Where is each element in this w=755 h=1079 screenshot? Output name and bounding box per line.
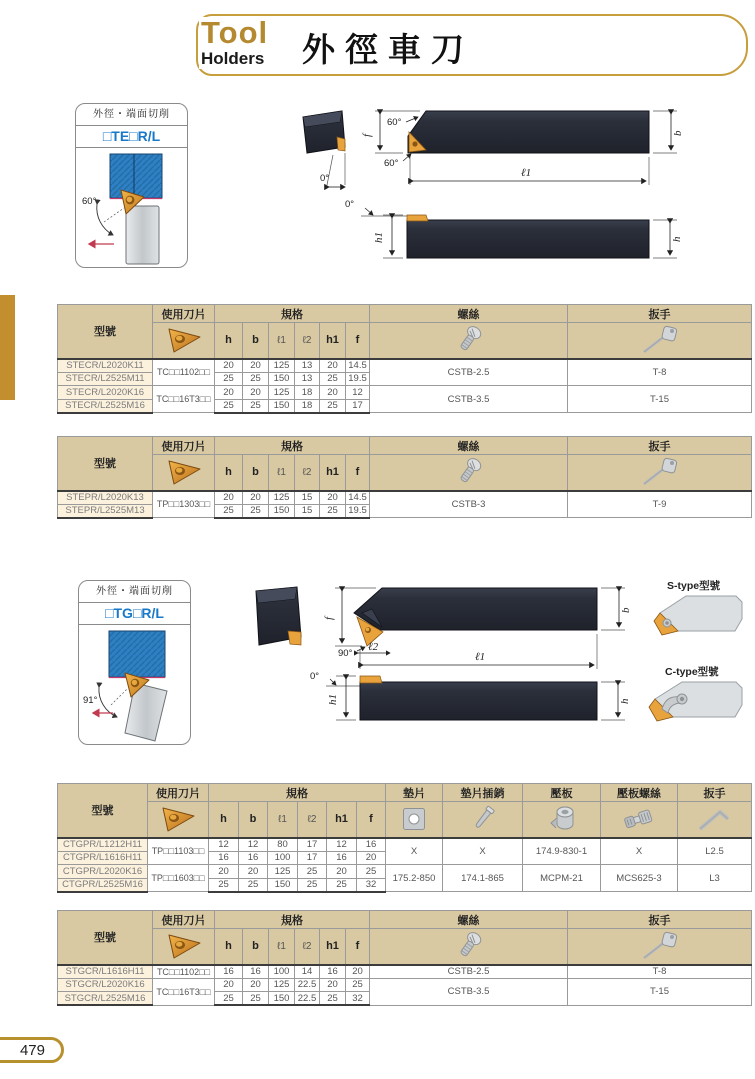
spec-cell: 25	[320, 992, 346, 1006]
end-view	[256, 587, 301, 645]
wrench-cell: T-8	[568, 965, 752, 979]
model-cell: STEPR/L2020K13	[58, 491, 153, 505]
spec-cell: 25	[346, 978, 370, 992]
application-panel-tg	[78, 580, 191, 745]
insert-code-cell: TP□□1103□□	[148, 838, 209, 865]
angle-label: 91°	[83, 695, 98, 706]
col-header-h1: h1	[320, 455, 346, 491]
wrench-cell: L3	[678, 865, 752, 892]
s-type-label: S-type型號	[667, 580, 721, 592]
spec-cell: 15	[295, 491, 320, 505]
spec-cell: 20	[320, 386, 346, 400]
shim-pin-cell: 174.1-865	[443, 865, 523, 892]
clamp-icon	[523, 802, 601, 838]
dim-f-label: f	[361, 133, 373, 137]
spec-cell: 20	[243, 386, 269, 400]
application-panel-te	[75, 103, 188, 268]
stepr-table	[57, 436, 752, 519]
insert	[360, 676, 382, 683]
spec-cell: 20	[215, 359, 243, 373]
spec-cell: 19.5	[346, 504, 370, 518]
spec-cell: 14	[295, 965, 320, 979]
spec-cell: 20	[215, 491, 243, 505]
torx-wrench-icon	[568, 323, 752, 359]
screw-cell: CSTB-3	[370, 491, 568, 518]
screw-cell: CSTB-3.5	[370, 978, 568, 1005]
col-header-spec: 規格	[215, 911, 370, 929]
dim-b-label: b	[620, 607, 632, 613]
spec-cell: 12	[327, 838, 357, 852]
spec-cell: 20	[239, 865, 268, 879]
page-number: 479	[19, 1041, 45, 1059]
cutting-diagram-te	[76, 148, 186, 268]
col-header-wrench: 扳手	[568, 911, 752, 929]
dim-f-label: f	[323, 616, 335, 620]
insert-code-cell: TP□□1603□□	[148, 865, 209, 892]
angle-leg	[111, 689, 127, 705]
col-header-h1: h1	[320, 323, 346, 359]
tool-holder	[126, 206, 159, 264]
col-header-h: h	[215, 455, 243, 491]
insert-code-cell: TC□□16T3□□	[153, 386, 215, 413]
model-cell: STGCR/L2525M16	[58, 992, 153, 1006]
workpiece	[109, 631, 165, 678]
spec-cell: 32	[357, 878, 386, 892]
model-cell: CTGPR/L1616H11	[58, 851, 148, 865]
angle-leg	[104, 208, 124, 222]
table-row	[58, 965, 752, 979]
holder-code: □TG□R/L	[79, 603, 190, 625]
c-type-label: C-type型號	[665, 666, 719, 678]
side-angle-label: 0°	[345, 199, 355, 210]
panel-title: 外徑・端面切削	[79, 581, 190, 603]
col-header-ℓ1: ℓ1	[269, 455, 295, 491]
spec-cell: 25	[357, 865, 386, 879]
spec-cell: 20	[209, 865, 239, 879]
spec-cell: 16	[215, 965, 243, 979]
model-cell: CTGPR/L2525M16	[58, 878, 148, 892]
col-header-screw: 螺絲	[370, 911, 568, 929]
wrench-cell: L2.5	[678, 838, 752, 865]
spec-cell: 100	[268, 851, 298, 865]
shim-cell: 175.2-850	[386, 865, 443, 892]
model-cell: STECR/L2525M11	[58, 372, 153, 386]
spec-cell: 20	[320, 359, 346, 373]
triangle-insert-icon	[153, 455, 215, 491]
col-header-b: b	[243, 323, 269, 359]
col-header-insert: 使用刀片	[153, 437, 215, 455]
dim-h1-label: h1	[327, 694, 339, 705]
screw-cell: CSTB-2.5	[370, 965, 568, 979]
col-header-ℓ2: ℓ2	[298, 802, 327, 838]
clamp-screw-cell: MCS625-3	[601, 865, 678, 892]
table-row	[58, 838, 752, 852]
spec-cell: 12	[346, 386, 370, 400]
stgcr-table	[57, 910, 752, 1006]
screw-icon	[370, 929, 568, 965]
head-angle-label: 90°	[338, 648, 353, 659]
side-angle-label: 0°	[310, 671, 320, 682]
spec-cell: 25	[298, 865, 327, 879]
dim-h1-label: h1	[373, 232, 385, 243]
spec-cell: 25	[243, 399, 269, 413]
spec-cell: 25	[320, 372, 346, 386]
col-header-clamp-screw: 壓板螺絲	[601, 784, 678, 802]
spec-cell: 25	[243, 504, 269, 518]
spec-cell: 100	[269, 965, 295, 979]
top-view	[323, 588, 632, 669]
spec-cell: 20	[215, 978, 243, 992]
spec-cell: 25	[320, 399, 346, 413]
spec-cell: 25	[215, 399, 243, 413]
triangle-insert-icon	[153, 929, 215, 965]
spec-cell: 13	[295, 372, 320, 386]
stecr-table	[57, 304, 752, 414]
top-view	[361, 111, 684, 185]
spec-cell: 25	[243, 372, 269, 386]
spec-cell: 17	[298, 838, 327, 852]
triangle-insert-icon	[148, 802, 209, 838]
model-cell: CTGPR/L2020K16	[58, 865, 148, 879]
shim-icon	[386, 802, 443, 838]
screw-icon	[370, 455, 568, 491]
col-header-spec: 規格	[215, 305, 370, 323]
spec-cell: 22.5	[295, 978, 320, 992]
brand-line-holders: Holders	[201, 49, 265, 68]
l-wrench-icon	[678, 802, 752, 838]
spec-cell: 25	[215, 504, 243, 518]
col-header-f: f	[357, 802, 386, 838]
col-header-ℓ1: ℓ1	[268, 802, 298, 838]
col-header-insert: 使用刀片	[148, 784, 209, 802]
table-row	[58, 978, 752, 992]
spec-cell: 32	[346, 992, 370, 1006]
bottom-angle-label: 60°	[384, 158, 399, 169]
side-view	[345, 199, 683, 258]
col-header-f: f	[346, 323, 370, 359]
col-header-screw: 螺絲	[370, 305, 568, 323]
spec-cell: 20	[215, 386, 243, 400]
col-header-wrench: 扳手	[568, 437, 752, 455]
col-header-insert: 使用刀片	[153, 305, 215, 323]
wrench-cell: T-9	[568, 491, 752, 518]
insert-code-cell: TC□□16T3□□	[153, 978, 215, 1005]
spec-cell: 150	[269, 399, 295, 413]
page-title: 外徑車刀	[302, 31, 474, 68]
brand-line-tool: Tool	[201, 15, 269, 50]
spec-cell: 20	[243, 359, 269, 373]
spec-cell: 12	[239, 838, 268, 852]
wrench-cell: T-15	[568, 978, 752, 1005]
spec-cell: 150	[268, 878, 298, 892]
spec-cell: 17	[298, 851, 327, 865]
triangle-insert-icon	[153, 323, 215, 359]
table-row	[58, 359, 752, 373]
col-header-ℓ2: ℓ2	[295, 455, 320, 491]
spec-cell: 125	[269, 359, 295, 373]
side-view	[310, 671, 631, 720]
brand-logo	[199, 17, 274, 69]
insert-code-cell: TP□□1303□□	[153, 491, 215, 518]
spec-cell: 150	[269, 992, 295, 1006]
spec-cell: 125	[269, 386, 295, 400]
spec-cell: 150	[269, 504, 295, 518]
col-header-model: 型號	[58, 305, 153, 359]
dim-l2-label: ℓ2	[368, 641, 379, 653]
spec-cell: 20	[243, 978, 269, 992]
spec-cell: 16	[327, 851, 357, 865]
dim-h-label: h	[619, 698, 631, 704]
screw-cell: CSTB-3.5	[370, 386, 568, 413]
spec-cell: 150	[269, 372, 295, 386]
spec-cell: 20	[243, 491, 269, 505]
spec-cell: 15	[295, 504, 320, 518]
end-angle-label: 0°	[320, 173, 330, 184]
col-header-wrench: 扳手	[678, 784, 752, 802]
spec-cell: 25	[209, 878, 239, 892]
col-header-model: 型號	[58, 437, 153, 491]
spec-cell: 20	[327, 865, 357, 879]
spec-cell: 18	[295, 399, 320, 413]
col-header-h1: h1	[320, 929, 346, 965]
wrench-cell: T-8	[568, 359, 752, 386]
spec-cell: 25	[215, 992, 243, 1006]
wrench-cell: T-15	[568, 386, 752, 413]
table-row	[58, 386, 752, 400]
col-header-h1: h1	[327, 802, 357, 838]
spec-cell: 14.5	[346, 359, 370, 373]
spec-cell: 16	[357, 838, 386, 852]
col-header-insert: 使用刀片	[153, 911, 215, 929]
angle-label: 60°	[82, 196, 97, 207]
dim-h-label: h	[671, 236, 683, 242]
dimension-drawing-tg	[230, 575, 755, 775]
dim-l1-label: ℓ1	[521, 167, 532, 179]
spec-cell: 14.5	[346, 491, 370, 505]
col-header-model: 型號	[58, 784, 148, 838]
col-header-h: h	[209, 802, 239, 838]
table-row	[58, 865, 752, 879]
c-type-thumbnail	[649, 665, 742, 721]
dim-l1-label: ℓ1	[475, 651, 486, 663]
col-header-b: b	[239, 802, 268, 838]
spec-cell: 25	[243, 992, 269, 1006]
spec-cell: 20	[320, 978, 346, 992]
clamp-screw-cell: X	[601, 838, 678, 865]
col-header-clamp: 壓板	[523, 784, 601, 802]
spec-cell: 20	[346, 965, 370, 979]
table-row	[58, 491, 752, 505]
model-cell: STGCR/L2020K16	[58, 978, 153, 992]
shim-pin-icon	[443, 802, 523, 838]
col-header-screw: 螺絲	[370, 437, 568, 455]
spec-cell: 12	[209, 838, 239, 852]
section-edge-tab	[0, 295, 15, 400]
col-header-ℓ1: ℓ1	[269, 323, 295, 359]
col-header-wrench: 扳手	[568, 305, 752, 323]
col-header-model: 型號	[58, 911, 153, 965]
spec-cell: 25	[327, 878, 357, 892]
col-header-spec: 規格	[209, 784, 386, 802]
spec-cell: 16	[320, 965, 346, 979]
spec-cell: 20	[357, 851, 386, 865]
spec-cell: 20	[320, 491, 346, 505]
screw-cell: CSTB-2.5	[370, 359, 568, 386]
insert	[407, 215, 428, 221]
ctgpr-table	[57, 783, 752, 893]
col-header-ℓ1: ℓ1	[269, 929, 295, 965]
model-cell: STEPR/L2525M13	[58, 504, 153, 518]
spec-cell: 125	[268, 865, 298, 879]
spec-cell: 19.5	[346, 372, 370, 386]
col-header-shim-pin: 墊片插銷	[443, 784, 523, 802]
dim-b-label: b	[672, 130, 684, 136]
col-header-h: h	[215, 323, 243, 359]
clamp-screw-icon	[601, 802, 678, 838]
torx-wrench-icon	[568, 929, 752, 965]
col-header-b: b	[243, 455, 269, 491]
cutting-diagram-tg	[79, 625, 189, 745]
end-view	[303, 111, 345, 187]
angle-arc	[97, 204, 113, 235]
spec-cell: 25	[298, 878, 327, 892]
spec-cell: 25	[320, 504, 346, 518]
dimension-drawing-te	[285, 95, 755, 285]
spec-cell: 25	[239, 878, 268, 892]
spec-cell: 17	[346, 399, 370, 413]
col-header-b: b	[243, 929, 269, 965]
col-header-ℓ2: ℓ2	[295, 323, 320, 359]
col-header-f: f	[346, 929, 370, 965]
spec-cell: 80	[268, 838, 298, 852]
insert-code-cell: TC□□1102□□	[153, 359, 215, 386]
model-cell: STECR/L2020K11	[58, 359, 153, 373]
spec-cell: 16	[209, 851, 239, 865]
s-type-thumbnail	[654, 579, 742, 635]
shim-cell: X	[386, 838, 443, 865]
spec-cell: 13	[295, 359, 320, 373]
spec-cell: 125	[269, 978, 295, 992]
insert-code-cell: TC□□1102□□	[153, 965, 215, 979]
model-cell: CTGPR/L1212H11	[58, 838, 148, 852]
model-cell: STECR/L2020K16	[58, 386, 153, 400]
spec-cell: 125	[269, 491, 295, 505]
col-header-ℓ2: ℓ2	[295, 929, 320, 965]
spec-cell: 16	[239, 851, 268, 865]
model-cell: STECR/L2525M16	[58, 399, 153, 413]
col-header-spec: 規格	[215, 437, 370, 455]
panel-title: 外徑・端面切削	[76, 104, 187, 126]
workpiece	[110, 154, 162, 199]
col-header-shim: 墊片	[386, 784, 443, 802]
page-number-pill	[0, 1037, 64, 1063]
clamp-cell: MCPM-21	[523, 865, 601, 892]
spec-cell: 25	[215, 372, 243, 386]
col-header-f: f	[346, 455, 370, 491]
spec-cell: 18	[295, 386, 320, 400]
torx-wrench-icon	[568, 455, 752, 491]
top-angle-label: 60°	[387, 117, 402, 128]
model-cell: STGCR/L1616H11	[58, 965, 153, 979]
clamp-cell: 174.9-830-1	[523, 838, 601, 865]
screw-icon	[370, 323, 568, 359]
shim-pin-cell: X	[443, 838, 523, 865]
col-header-h: h	[215, 929, 243, 965]
holder-code: □TE□R/L	[76, 126, 187, 148]
spec-cell: 22.5	[295, 992, 320, 1006]
spec-cell: 16	[243, 965, 269, 979]
